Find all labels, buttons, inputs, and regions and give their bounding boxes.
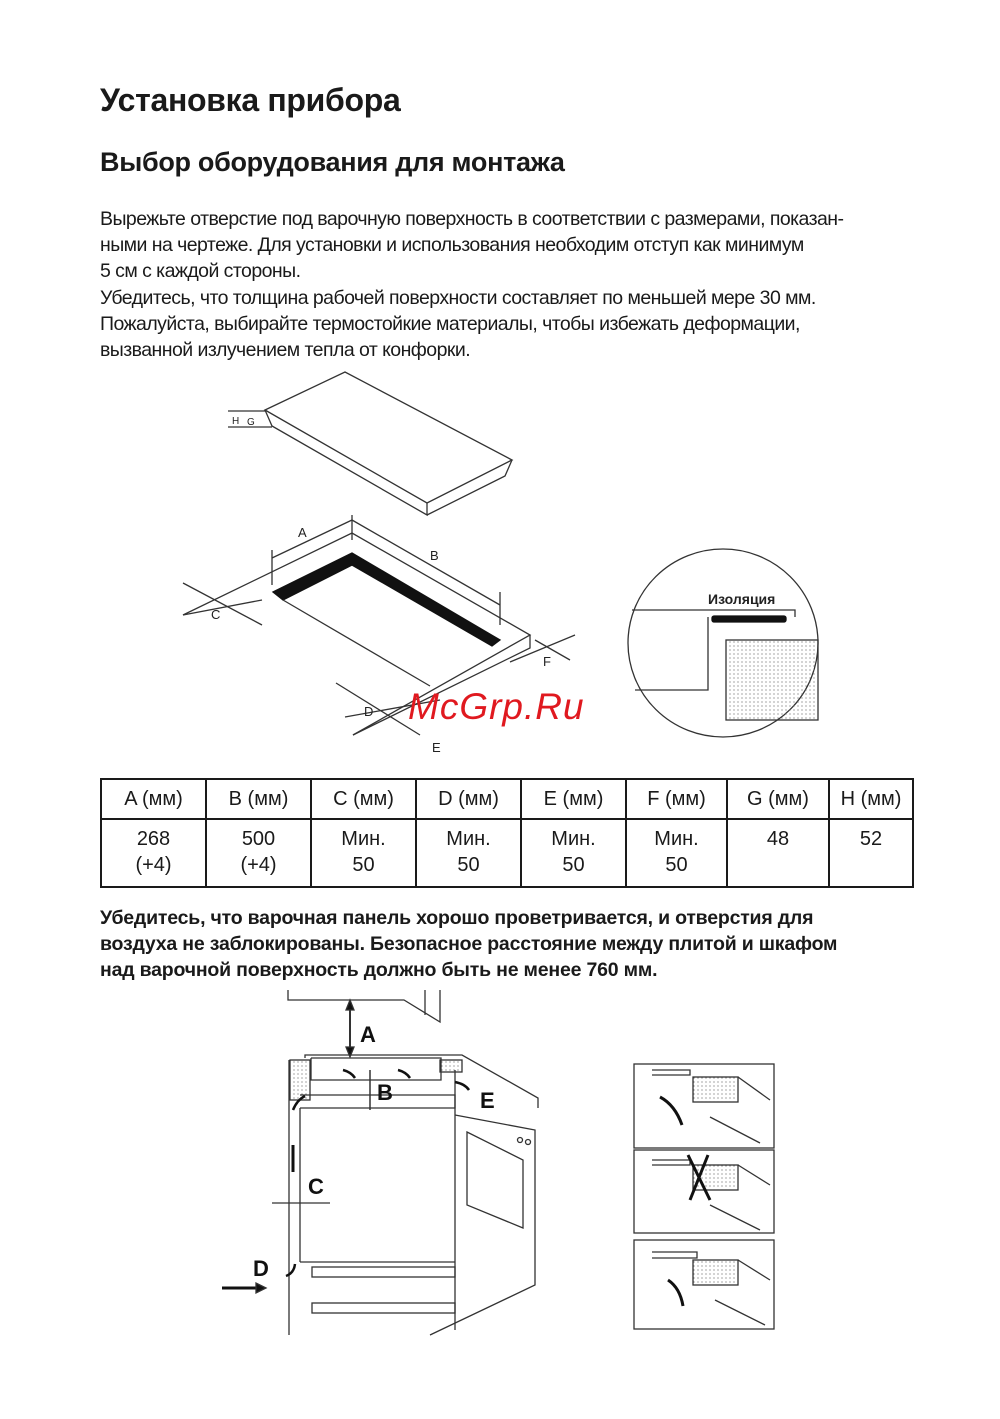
label-e: E [432,740,441,755]
header-d: D (мм) [416,779,521,819]
cell-value: 50 [562,854,585,876]
page-title: Установка прибора [100,82,401,118]
hob-illustration [228,372,512,515]
table-row [101,819,913,887]
intro-line: Вырежьте отверстие под варочную поверхность в соответствии с размерами, показан- [100,208,844,230]
intro-line: 5 см с каждой стороны. [100,260,301,283]
intro-line: Пожалуйста, выбирайте термостойкие материалы, чтобы избежать деформации, [100,312,800,335]
label-a: A [298,525,307,540]
note-line: Убедитесь, что варочная панель хорошо проветривается, и отверстия для [100,907,814,929]
header-g: G (мм) [727,779,829,819]
cell-value: Мин. [551,828,596,850]
vent-label-c: C [308,1174,324,1199]
note-line: воздуха не заблокированы. Безопасное расстояние между плитой и шкафом [100,933,838,956]
cell-value: 50 [352,854,375,876]
label-c: C [211,607,221,622]
label-b: B [430,548,439,563]
cell-value: (+4) [135,854,172,876]
cell-value: 50 [457,854,480,876]
header-h: H (мм) [829,779,913,819]
note-line: над варочной поверхность должно быть не менее 760 мм. [100,959,658,982]
ventilation-illustration [222,990,538,1335]
cell-c [311,819,416,887]
cell-value: 50 [665,854,688,876]
header-e: E (мм) [521,779,626,819]
vent-label-a: A [360,1022,376,1047]
header-c: C (мм) [311,779,416,819]
vent-label-d: D [253,1256,269,1281]
cell-f [626,819,727,887]
cell-value: Мин. [654,828,699,850]
table-header-row [101,779,913,819]
cell-g [727,819,829,887]
header-f: F (мм) [626,779,727,819]
section-title: Выбор оборудования для монтажа [100,147,565,177]
cell-value: (+4) [240,854,277,876]
vent-label-b: B [377,1080,393,1105]
header-b: B (мм) [206,779,311,819]
dimensions-table [100,778,914,888]
intro-line: Убедитесь, что толщина рабочей поверхности составляет по меньшей мере 30 мм. [100,286,816,309]
airflow-panels [634,1064,774,1329]
cell-value: 52 [859,828,883,850]
cell-e [521,819,626,887]
cell-value: Мин. [341,828,386,850]
cell-a [101,819,206,887]
label-g: G [247,417,255,428]
cell-b [206,819,311,887]
ventilation-note [100,905,930,984]
cell-d [416,819,521,887]
label-f: F [543,654,551,669]
insulation-label: Изоляция [708,591,776,607]
watermark: McGrp.Ru [408,686,585,727]
intro-line: ными на чертеже. Для установки и использования необходим отступ как минимум [100,234,804,257]
header-a: A (мм) [101,779,206,819]
intro-line: вызванной излучением тепла от конфорки. [100,339,471,362]
vent-label-e: E [480,1088,495,1113]
cell-value: 268 [136,828,171,850]
label-d: D [364,704,374,719]
cell-value: 48 [766,828,790,850]
insulation-detail [628,549,818,737]
cell-value: Мин. [446,828,491,850]
label-h: H [232,416,240,427]
cell-h [829,819,913,887]
cell-value: 500 [241,828,276,850]
